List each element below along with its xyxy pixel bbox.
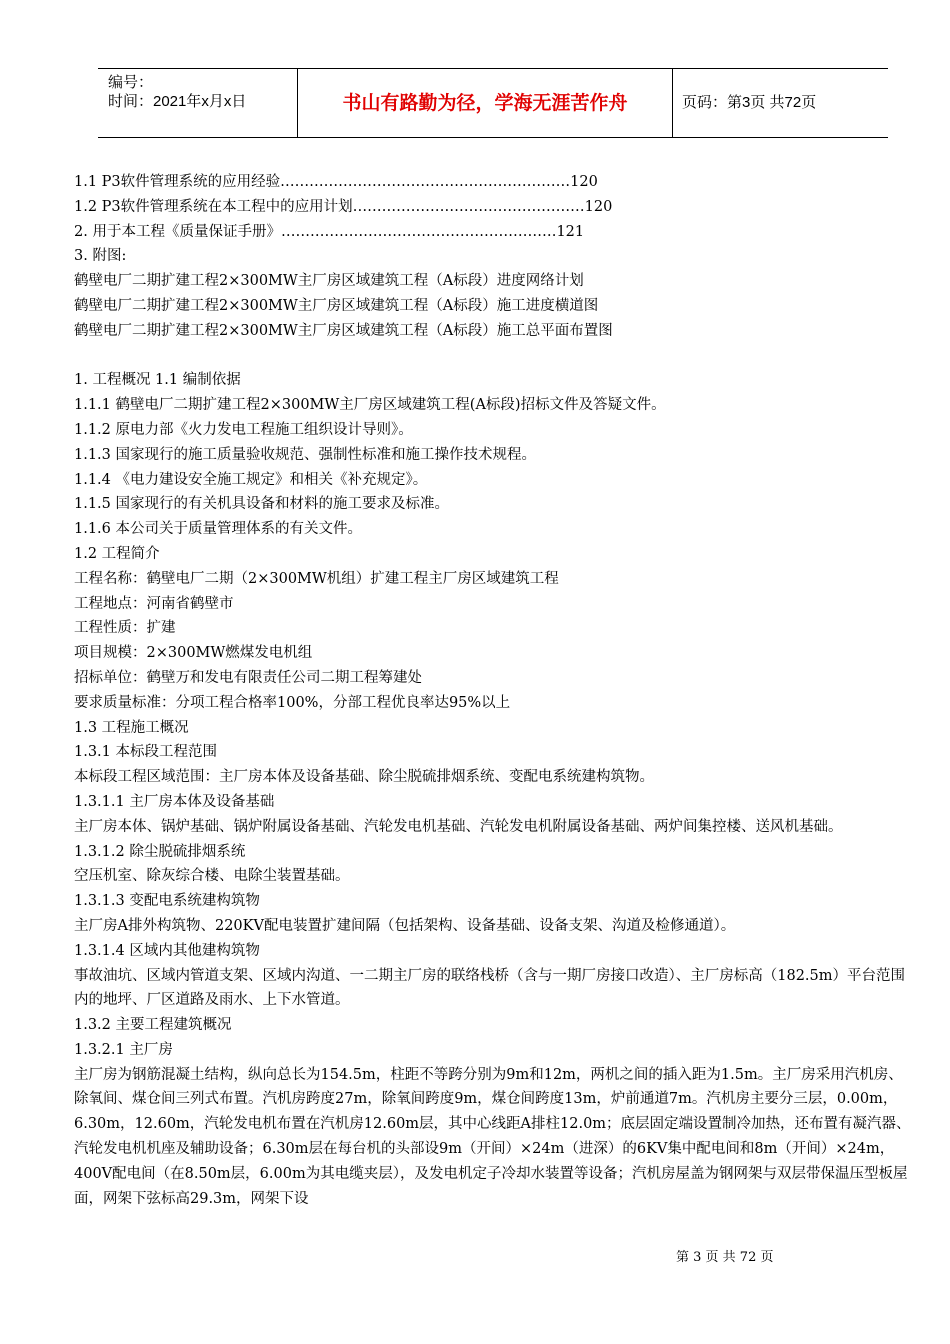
body-paragraph: 主厂房本体、锅炉基础、锅炉附属设备基础、汽轮发电机基础、汽轮发电机附属设备基础、两炉间集控楼、送风机基础。 [74,818,843,835]
body-line: 1.1.1 鹤壁电厂二期扩建工程2×300MW主厂房区域建筑工程(A标段)招标文件及答疑文件。 [74,397,666,414]
body-line: 1.1.4 《电力建设安全施工规定》和相关《补充规定》。 [74,471,428,488]
section-heading: 1.3 工程施工概况 [74,719,189,736]
section-heading: 1.3.1.2 除尘脱硫排烟系统 [74,843,246,860]
body-line: 1.1.5 国家现行的有关机具设备和材料的施工要求及标准。 [74,496,450,513]
header-left-cell [98,69,298,137]
toc-line: 3. 附图: [74,248,127,265]
body-paragraph: 事故油坑、区域内管道支架、区域内沟道、一二期主厂房的联络栈桥（含与一期厂房接口改造）、主厂房标高（182.5m）平台范围内的地坪、厂区道路及雨水、上下水管道。 [74,967,906,1009]
body-paragraph: 主厂房为钢筋混凝土结构，纵向总长为154.5m，柱距不等跨分别为9m和12m，两机之间的插入距为1.5m。主厂房采用汽机房、除氧间、煤仓间三列式布置。汽机房跨度27m，除氧间跨度9m，煤仓间跨度13m，炉前通道7m。汽机房主要分三层，0.00m，6.30m，12.60m，汽轮发电机布置在汽机房12.60m层，其中心线距A排柱12.0m；底层固定端设置制冷加热，还布置有凝汽器、汽轮发电机机座及辅助设备；6.30m层在每台机的头部设9m（开间）×24m（进深）的6KV集中配电间和8m（开间）×24m，400V配电间（在8.50m层，6.00m为其电缆夹层），及发电机定子冷却水装置等设备；汽机房屋盖为钢网架与双层带保温压型板屋面，网架下弦标高29.3m，网架下设 [74,1066,911,1207]
document-body [74,170,914,1211]
toc-line: 鹤壁电厂二期扩建工程2×300MW主厂房区域建筑工程（A标段）进度网络计划 [74,273,584,290]
body-line: 工程性质：扩建 [74,620,176,637]
section-heading: 1.2 工程简介 [74,545,160,562]
body-line: 招标单位：鹤壁万和发电有限责任公司二期工程筹建处 [74,669,422,686]
body-line: 1.1.2 原电力部《火力发电工程施工组织设计导则》。 [74,421,413,438]
toc-line: 1.1 P3软件管理系统的应用经验……………………………………………………120 [74,174,598,190]
page-header [98,68,888,138]
toc-line: 2. 用于本工程《质量保证手册》…………………………………………………121 [74,223,585,240]
body-line: 要求质量标准：分项工程合格率100%，分部工程优良率达95%以上 [74,694,511,711]
spacer [74,344,914,369]
section-heading: 1. 工程概况 1.1 编制依据 [74,372,241,389]
body-line: 空压机室、除灰综合楼、电除尘装置基础。 [74,868,350,885]
body-line: 工程地点：河南省鹤壁市 [74,595,234,612]
body-line: 本标段工程区域范围：主厂房本体及设备基础、除尘脱硫排烟系统、变配电系统建构筑物。 [74,769,654,786]
header-page-info: 页码：第3页 共72页 [682,94,817,111]
header-motto: 书山有路勤为径，学海无涯苦作舟 [298,69,673,137]
document-time-label: 时间：2021年x月x日 [108,93,247,110]
body-line: 主厂房A排外构筑物、220KV配电装置扩建间隔（包括架构、设备基础、设备支架、沟道及检修通道）。 [74,917,736,934]
section-heading: 1.3.1.3 变配电系统建构筑物 [74,893,260,910]
body-line: 1.1.3 国家现行的施工质量验收规范、强制性标准和施工操作技术规程。 [74,446,537,463]
toc-line: 鹤壁电厂二期扩建工程2×300MW主厂房区域建筑工程（A标段）施工总平面布置图 [74,322,613,339]
body-line: 工程名称：鹤壁电厂二期（2×300MW机组）扩建工程主厂房区域建筑工程 [74,570,559,587]
page-footer: 第 3 页 共 72 页 [676,1250,774,1265]
toc-line: 鹤壁电厂二期扩建工程2×300MW主厂房区域建筑工程（A标段）施工进度横道图 [74,297,599,314]
section-heading: 1.3.1.1 主厂房本体及设备基础 [74,793,275,810]
section-heading: 1.3.1.4 区域内其他建构筑物 [74,942,260,959]
body-line: 1.1.6 本公司关于质量管理体系的有关文件。 [74,521,363,538]
section-heading: 1.3.2.1 主厂房 [74,1041,173,1058]
toc-line: 1.2 P3软件管理系统在本工程中的应用计划…………………………………………120 [74,198,613,215]
section-heading: 1.3.1 本标段工程范围 [74,744,218,761]
body-line: 项目规模：2×300MW燃煤发电机组 [74,645,313,662]
section-heading: 1.3.2 主要工程建筑概况 [74,1017,232,1034]
document-number-label: 编号： [108,74,154,91]
